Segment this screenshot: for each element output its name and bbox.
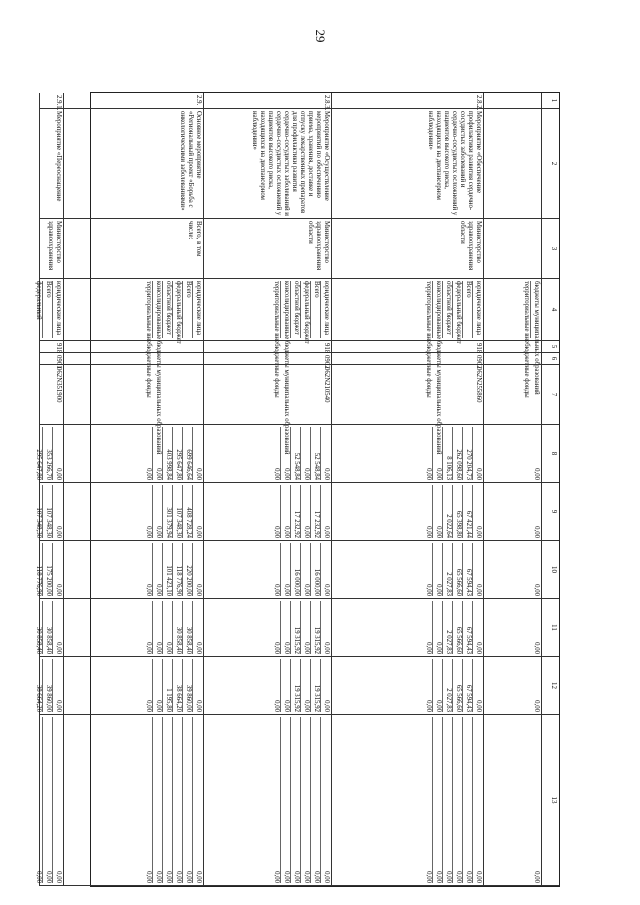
row-c10-line: 118 776,90 <box>172 543 182 596</box>
row-c8 <box>203 425 331 483</box>
row-c11 <box>203 599 331 657</box>
row-funding-line: консолидированные бюджеты муниципальных образований <box>152 281 162 338</box>
row-funding-line: Всего <box>182 281 192 338</box>
page-number: 29 <box>313 29 328 43</box>
row-funding-line: юридические лица <box>192 281 202 338</box>
row-funding <box>63 279 203 455</box>
row-c13-line: 0,00 <box>320 717 330 883</box>
row-c12 <box>203 657 331 715</box>
row-funding-line: Всего <box>310 281 320 338</box>
column-header: 8 <box>541 425 559 483</box>
row-executor: Министерство здравоохранения <box>39 219 63 279</box>
row-c12-line: 0,00 <box>300 659 310 712</box>
row-c11-line: 0,00 <box>432 601 442 654</box>
row-c12-line: 0,00 <box>152 659 162 712</box>
prev-g <box>483 341 541 353</box>
row-c8-line: 0,00 <box>152 427 162 480</box>
row-c11-line: 0,00 <box>52 601 62 654</box>
row-c13-line: 0,00 <box>182 717 192 883</box>
prev-rz <box>483 353 541 365</box>
row-c12-line: 0,00 <box>425 700 432 712</box>
row-c10-line: 118 776,90 <box>35 565 42 596</box>
prev-funding-line: территориальные внебюджетные фонды <box>523 281 530 398</box>
row-c11 <box>331 599 483 657</box>
row-c12 <box>331 657 483 715</box>
row-c13 <box>35 715 63 886</box>
row-c8-line: 0,00 <box>145 468 152 480</box>
row-c11-line: 65 566,60 <box>452 601 462 654</box>
row-c10 <box>331 541 483 599</box>
row-title: Мероприятие «Обеспечение профилактики развития сердечно-сосудистых заболеваний и сердечно-сосудистых осложнений у пациентов высокого риска, находящихся на диспансерном наблюдении» <box>331 109 483 219</box>
row-c13 <box>331 715 483 886</box>
row-c9-line: 0,00 <box>192 485 202 538</box>
row-funding-line: территориальные внебюджетные фонды <box>145 281 152 398</box>
row-c9-line: 17 232,92 <box>290 485 300 538</box>
row-rz: 0902 <box>331 353 483 365</box>
row-c13-line: 0,00 <box>310 717 320 883</box>
row-c8-line: 270 204,73 <box>462 427 472 480</box>
row-c12-line: 0,00 <box>145 700 152 712</box>
row-c13 <box>63 715 203 886</box>
row-funding-line: территориальные внебюджетные фонды <box>425 281 432 398</box>
row-c9-line: 17 232,92 <box>310 485 320 538</box>
row-c13-line: 0,00 <box>152 717 162 883</box>
row-csr: 062N351900 <box>39 365 63 425</box>
row-c8 <box>331 425 483 483</box>
row-c11-line: 0,00 <box>273 642 280 654</box>
row-c9-line: 0,00 <box>300 485 310 538</box>
column-header: 4 <box>541 279 559 341</box>
prev-funding <box>483 279 541 398</box>
row-c10-line: 0,00 <box>52 543 62 596</box>
row-c8-line: 295 647,80 <box>35 449 42 480</box>
row-c12-line: 38 664,20 <box>35 684 42 712</box>
row-c13-line: 0,00 <box>42 717 52 883</box>
column-header: 6 <box>541 353 559 365</box>
row-funding-line: областной бюджет <box>442 281 452 338</box>
column-header: 1 <box>541 93 559 109</box>
row-c10 <box>203 541 331 599</box>
row-c13-line: 0,00 <box>452 717 462 883</box>
column-header: 7 <box>541 365 559 425</box>
row-c10-line: 16 000,00 <box>310 543 320 596</box>
row-c11-line: 30 858,40 <box>35 626 42 654</box>
row-funding-line: территориальные внебюджетные фонды <box>273 281 280 398</box>
row-c8 <box>35 425 63 483</box>
row-c8-line: 0,00 <box>472 427 482 480</box>
row-c11-line: 30 858,40 <box>182 601 192 654</box>
row-c11-line: 0,00 <box>300 601 310 654</box>
row-c8-line: 0,00 <box>280 427 290 480</box>
row-c13-line: 0,00 <box>300 717 310 883</box>
row-c13-line: 0,00 <box>273 871 280 883</box>
row-g: 918 <box>331 341 483 353</box>
row-id: 2.8.3. <box>203 93 331 109</box>
row-c12-line: 19 315,92 <box>310 659 320 712</box>
row-c11-line: 30 858,40 <box>42 601 52 654</box>
row-c13-line: 0,00 <box>290 717 300 883</box>
row-funding-line: федеральный бюджет <box>452 281 462 338</box>
row-c10-line: 0,00 <box>192 543 202 596</box>
row-c10-line: 0,00 <box>152 543 162 596</box>
row-c8 <box>63 425 203 483</box>
row-c10-line: 0,00 <box>280 543 290 596</box>
row-c13-line: 0,00 <box>35 871 42 883</box>
row-c12-line: 38 664,20 <box>172 659 182 712</box>
row-funding-line: федеральный бюджет <box>172 281 182 338</box>
row-c11-line: 19 315,92 <box>310 601 320 654</box>
row-c9-line: 107 348,30 <box>35 507 42 538</box>
row-funding-line: юридические лица <box>472 281 482 338</box>
row-c10-line: 65 566,60 <box>452 543 462 596</box>
row-g: 918 <box>203 341 331 353</box>
row-c11-line: 0,00 <box>192 601 202 654</box>
row-c13 <box>203 715 331 886</box>
row-funding <box>35 279 63 341</box>
column-header: 9 <box>541 483 559 541</box>
row-c11-line: 0,00 <box>162 601 172 654</box>
row-c13-line: 0,00 <box>145 871 152 883</box>
row-c11-line: 2 027,83 <box>442 601 452 654</box>
row-c12-line: 0,00 <box>432 659 442 712</box>
row-id: 2.9.1. <box>39 93 63 109</box>
prev-value: 0,00 <box>483 715 541 886</box>
row-csr: 062N210540 <box>203 365 331 425</box>
row-c13-line: 0,00 <box>432 717 442 883</box>
row-c10 <box>35 541 63 599</box>
row-title: Основное мероприятие «Региональный проект «Борьба с онкологическими заболеваниями» <box>63 109 203 219</box>
row-c10-line: 0,00 <box>425 584 432 596</box>
row-funding-line: юридические лица <box>320 281 330 338</box>
row-c13-line: 0,00 <box>442 717 452 883</box>
prev-csr <box>483 365 541 425</box>
row-c10-line: 0,00 <box>273 584 280 596</box>
row-c12 <box>35 657 63 715</box>
row-c11-line: 0,00 <box>320 601 330 654</box>
row-g <box>63 341 203 353</box>
row-c11 <box>35 599 63 657</box>
row-c8-line: 0,00 <box>192 427 202 480</box>
prev-value: 0,00 <box>483 599 541 657</box>
row-c12-line: 1 195,80 <box>162 659 172 712</box>
budget-table <box>35 92 560 887</box>
row-c12-line: 0,00 <box>472 659 482 712</box>
row-c9-line: 0,00 <box>320 485 330 538</box>
row-c9-line: 2 022,64 <box>442 485 452 538</box>
row-c12-line: 2 027,83 <box>442 659 452 712</box>
row-id: 2.8.2. <box>331 93 483 109</box>
row-c10 <box>63 541 203 599</box>
row-c10-line: 175 200,00 <box>42 543 52 596</box>
row-title: Мероприятие «Осуществление мероприятий по обеспечению приема, хранения, доставке и отпуску лекарственных препаратов для профилактики развития сердечно-сосудистых заболеваний и сердечно-сосудистых осложнений у пациентов высокого риска, находящихся на диспансерном наблюдении» <box>203 109 331 219</box>
column-header: 12 <box>541 657 559 715</box>
row-c8-line: 0,00 <box>300 427 310 480</box>
column-header: 11 <box>541 599 559 657</box>
row-c12-line: 65 566,60 <box>452 659 462 712</box>
column-header: 13 <box>541 715 559 886</box>
row-c13-line: 0,00 <box>472 717 482 883</box>
row-c13-line: 0,00 <box>462 717 472 883</box>
row-csr <box>63 365 203 425</box>
row-c10-line: 0,00 <box>472 543 482 596</box>
row-rz <box>63 353 203 365</box>
row-c9 <box>203 483 331 541</box>
row-c11-line: 19 315,92 <box>290 601 300 654</box>
row-title: Мероприятие «Переоснащение <box>39 109 63 219</box>
row-c8-line: 0,00 <box>320 427 330 480</box>
row-executor: Министерство здравоохранения области <box>203 219 331 279</box>
row-c9 <box>63 483 203 541</box>
row-c12-line: 0,00 <box>280 659 290 712</box>
row-c8-line: 0,00 <box>425 468 432 480</box>
prev-funding-line: бюджеты муниципальных образований <box>530 281 540 338</box>
row-funding-line: федеральный бюджет <box>300 281 310 338</box>
row-c8-line: 0,00 <box>52 427 62 480</box>
row-c9-line: 107 348,30 <box>42 485 52 538</box>
row-c10-line: 0,00 <box>145 584 152 596</box>
column-header: 10 <box>541 541 559 599</box>
row-c9-line: 67 421,44 <box>462 485 472 538</box>
row-c11-line: 0,00 <box>152 601 162 654</box>
row-c13-line: 0,00 <box>280 717 290 883</box>
row-c8-line: 0,00 <box>273 468 280 480</box>
row-c11-line: 30 858,40 <box>172 601 182 654</box>
row-c9-line: 301 379,94 <box>162 485 172 538</box>
prev-value: 0,00 <box>483 483 541 541</box>
column-header: 5 <box>541 341 559 353</box>
row-c12-line: 67 594,43 <box>462 659 472 712</box>
prev-value: 0,00 <box>483 425 541 483</box>
row-c9-line: 408 728,24 <box>182 485 192 538</box>
row-c11 <box>63 599 203 657</box>
row-rz: 0902 <box>203 353 331 365</box>
row-c10-line: 0,00 <box>432 543 442 596</box>
row-csr: 062N255860 <box>331 365 483 425</box>
row-c8-line: 403 998,84 <box>162 427 172 480</box>
row-c9-line: 0,00 <box>52 485 62 538</box>
row-c8-line: 353 266,70 <box>42 427 52 480</box>
row-funding-line: юридические лица <box>52 281 62 338</box>
row-c11-line: 0,00 <box>145 642 152 654</box>
row-c8-line: 0,00 <box>432 427 442 480</box>
prev-title <box>483 109 541 219</box>
row-funding-line: Всего <box>462 281 472 338</box>
row-c12-line: 0,00 <box>192 659 202 712</box>
row-c8-line: 52 548,84 <box>290 427 300 480</box>
row-g: 918 <box>39 341 63 353</box>
row-c9-line: 0,00 <box>152 485 162 538</box>
row-c8-line: 699 646,64 <box>182 427 192 480</box>
row-c10-line: 0,00 <box>300 543 310 596</box>
row-id: 2.9. <box>63 93 203 109</box>
row-funding-line: федеральный <box>35 281 42 320</box>
row-c10-line: 220 200,00 <box>182 543 192 596</box>
row-c13-line: 0,00 <box>172 717 182 883</box>
row-c11-line: 67 594,43 <box>462 601 472 654</box>
row-c13-line: 0,00 <box>162 717 172 883</box>
prev-exec <box>483 219 541 279</box>
row-funding-line: консолидированные бюджеты муниципальных образований <box>432 281 442 338</box>
row-c11-line: 0,00 <box>472 601 482 654</box>
row-c12-line: 19 315,92 <box>290 659 300 712</box>
row-executor: Всего, в том числе: <box>63 219 203 279</box>
row-executor: Министерство здравоохранения области <box>331 219 483 279</box>
row-c11-line: 0,00 <box>280 601 290 654</box>
row-c9-line: 0,00 <box>432 485 442 538</box>
row-c10-line: 0,00 <box>320 543 330 596</box>
row-c13-line: 0,00 <box>192 717 202 883</box>
row-c9-line: 65 398,80 <box>452 485 462 538</box>
row-c9-line: 0,00 <box>280 485 290 538</box>
row-c8-line: 262 098,60 <box>452 427 462 480</box>
row-c9-line: 0,00 <box>425 526 432 538</box>
row-funding-line: Всего <box>42 281 52 338</box>
column-header: 2 <box>541 109 559 219</box>
prev-id <box>483 93 541 109</box>
prev-value: 0,00 <box>483 657 541 715</box>
row-funding-line: областной бюджет <box>290 281 300 338</box>
row-c11-line: 0,00 <box>425 642 432 654</box>
row-c10-line: 2 027,83 <box>442 543 452 596</box>
row-c12-line: 0,00 <box>52 659 62 712</box>
row-c9 <box>331 483 483 541</box>
column-header: 3 <box>541 219 559 279</box>
row-c10-line: 67 594,43 <box>462 543 472 596</box>
row-funding-line: консолидированные бюджеты муниципальных образований <box>280 281 290 338</box>
row-c9-line: 0,00 <box>472 485 482 538</box>
row-c12-line: 0,00 <box>320 659 330 712</box>
row-c8-line: 52 548,84 <box>310 427 320 480</box>
row-funding-line: областной бюджет <box>162 281 172 338</box>
row-c10-line: 101 423,10 <box>162 543 172 596</box>
row-c10-line: 16 000,00 <box>290 543 300 596</box>
row-c9 <box>35 483 63 541</box>
row-c8-line: 295 647,80 <box>172 427 182 480</box>
row-c12 <box>63 657 203 715</box>
row-c8-line: 8 106,13 <box>442 427 452 480</box>
prev-value: 0,00 <box>483 541 541 599</box>
row-c13-line: 0,00 <box>425 871 432 883</box>
row-c12-line: 39 860,00 <box>42 659 52 712</box>
row-rz: 0901 <box>39 353 63 365</box>
row-c12-line: 0,00 <box>273 700 280 712</box>
row-c13-line: 0,00 <box>52 717 62 883</box>
row-c9-line: 0,00 <box>145 526 152 538</box>
row-c9-line: 0,00 <box>273 526 280 538</box>
row-c12-line: 39 860,00 <box>182 659 192 712</box>
row-c9-line: 107 348,30 <box>172 485 182 538</box>
